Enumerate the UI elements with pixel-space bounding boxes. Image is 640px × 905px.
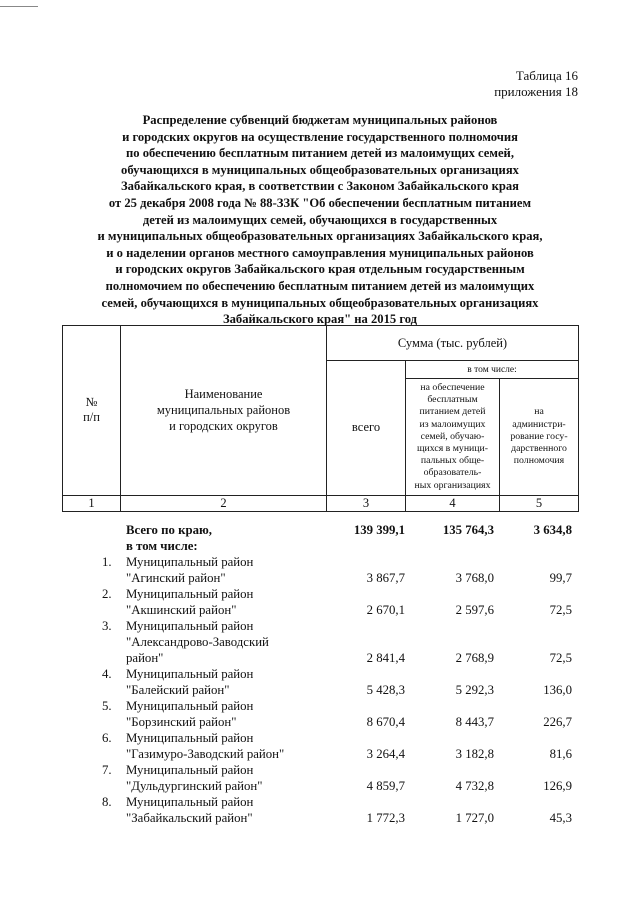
row-values <box>62 570 578 586</box>
total-label: Всего по краю, <box>126 523 212 537</box>
col-header-meals-line: бесплатным <box>427 394 478 406</box>
row-name-line: Муниципальный район <box>126 795 254 809</box>
row-name-line: Муниципальный район <box>126 619 254 633</box>
col-header-meals <box>406 379 500 496</box>
row-name-line: "Акшинский район" <box>126 603 237 617</box>
title-line: семей, обучающихся в муниципальных общеобразовательных организациях <box>101 295 539 310</box>
col-header-name-l3: и городских округов <box>169 419 278 434</box>
col-header-meals-line: на обеспечение <box>420 382 485 393</box>
table-row <box>62 666 578 698</box>
col-header-meals-line: щихся в муници- <box>416 443 489 455</box>
table-row <box>62 730 578 762</box>
row-name-line: "Агинский район" <box>126 571 226 585</box>
row-meals-value: 3 182,8 <box>455 747 494 761</box>
col-header-admin-line: рование госу- <box>510 430 568 442</box>
row-values <box>62 714 578 730</box>
col-header-name-l1: Наименование <box>184 387 263 402</box>
title-line: и городских округов Забайкальского края отдельным государственным <box>115 262 525 277</box>
row-number: 3. <box>102 619 112 633</box>
data-rows <box>62 522 578 826</box>
row-admin-value: 81,6 <box>549 747 572 761</box>
row-admin-value: 72,5 <box>549 651 572 665</box>
title-line: от 25 декабря 2008 года № 88-ЗЗК "Об обеспечении бесплатным питанием <box>108 195 532 210</box>
row-meals-value: 5 292,3 <box>455 683 494 697</box>
col-header-name <box>121 326 327 496</box>
table-row <box>62 618 578 666</box>
col-header-admin-line: администри- <box>512 418 566 430</box>
row-number: 1. <box>102 555 112 569</box>
col-header-meals-line: из малоимущих <box>419 418 486 430</box>
row-admin-value: 72,5 <box>549 603 572 617</box>
table-row <box>62 794 578 826</box>
row-total-value: 5 428,3 <box>366 683 405 697</box>
row-meals-value: 2 768,9 <box>455 651 494 665</box>
corner-mark <box>0 6 38 7</box>
row-name-line: Муниципальный район <box>126 667 254 681</box>
row-total-value: 3 867,7 <box>366 571 405 585</box>
col-header-sum: Сумма (тыс. рублей) <box>327 326 579 361</box>
row-values <box>62 650 578 666</box>
row-values <box>62 682 578 698</box>
col-index-2: 2 <box>121 495 327 511</box>
row-name-line: Муниципальный район <box>126 731 254 745</box>
col-header-meals-line: ных организациях <box>414 479 491 491</box>
col-header-meals-line: питанием детей <box>419 406 486 418</box>
row-total-value: 2 841,4 <box>366 651 405 665</box>
row-number: 4. <box>102 667 112 681</box>
col-header-meals-line: семей, обучаю- <box>420 430 485 442</box>
row-total-value: 1 772,3 <box>366 811 405 825</box>
col-header-meals-line: образователь- <box>423 467 482 479</box>
row-admin-value: 136,0 <box>543 683 572 697</box>
total-sub: в том числе: <box>126 539 198 553</box>
row-admin-value: 99,7 <box>549 571 572 585</box>
row-name-line: "Забайкальский район" <box>126 811 253 825</box>
row-meals-value: 8 443,7 <box>455 715 494 729</box>
row-values <box>62 810 578 826</box>
row-admin-value: 45,3 <box>549 811 572 825</box>
col-header-including: в том числе: <box>406 361 579 379</box>
row-total-value: 2 670,1 <box>366 603 405 617</box>
col-header-total: всего <box>327 361 406 496</box>
row-name-line: Муниципальный район <box>126 587 254 601</box>
col-index-1: 1 <box>63 495 121 511</box>
col-header-name-l2: муниципальных районов <box>156 403 291 418</box>
row-number: 6. <box>102 731 112 745</box>
row-total-value: 3 264,4 <box>366 747 405 761</box>
title-line: полномочием по обеспечению бесплатным питанием детей из малоимущих <box>105 278 535 293</box>
row-name-line: "Дульдургинский район" <box>126 779 263 793</box>
title-line: Забайкальского края" на 2015 год <box>222 312 418 327</box>
row-name-line: Муниципальный район <box>126 763 254 777</box>
row-name-line: "Балейский район" <box>126 683 230 697</box>
col-index-3: 3 <box>327 495 406 511</box>
col-header-admin-line: дарственного <box>511 443 567 455</box>
row-admin-value: 226,7 <box>543 715 572 729</box>
row-number: 8. <box>102 795 112 809</box>
row-number: 7. <box>102 763 112 777</box>
total-meals-value: 135 764,3 <box>442 523 494 537</box>
row-admin-value: 126,9 <box>543 779 572 793</box>
col-header-admin-line: полномочия <box>513 455 565 467</box>
row-name-line: район" <box>126 651 164 665</box>
col-index-5: 5 <box>500 495 579 511</box>
title-line: детей из малоимущих семей, обучающихся в государственных <box>142 212 498 227</box>
row-name-line: "Борзинский район" <box>126 715 237 729</box>
title-line: Распределение субвенций бюджетам муниципальных районов <box>142 113 498 127</box>
col-header-number-l1: № <box>85 395 98 410</box>
title-line: и о наделении органов местного самоуправления муниципальных районов <box>106 245 534 260</box>
table-reference <box>494 68 578 100</box>
document-title <box>62 112 578 328</box>
title-line: и городских округов на осуществление государственного полномочия <box>122 129 518 144</box>
appendix-number: приложения 18 <box>494 84 578 99</box>
table-row <box>62 554 578 586</box>
col-index-4: 4 <box>406 495 500 511</box>
total-admin-value: 3 634,8 <box>533 523 572 537</box>
row-name-line: Муниципальный район <box>126 699 254 713</box>
row-values <box>62 778 578 794</box>
row-meals-value: 2 597,6 <box>455 603 494 617</box>
title-line: Забайкальского края, в соответствии с Законом Забайкальского края <box>121 179 519 194</box>
table-row <box>62 698 578 730</box>
row-meals-value: 3 768,0 <box>455 571 494 585</box>
row-meals-value: 4 732,8 <box>455 779 494 793</box>
row-name-line: "Александрово-Заводский <box>126 635 269 649</box>
col-header-number-l2: п/п <box>83 410 100 425</box>
row-name-line: Муниципальный район <box>126 555 254 569</box>
row-number: 5. <box>102 699 112 713</box>
title-line: по обеспечению бесплатным питанием детей из малоимущих семей, <box>126 146 514 161</box>
table-row <box>62 586 578 618</box>
col-header-number <box>63 326 121 496</box>
header-table <box>62 325 579 512</box>
row-total-value: 4 859,7 <box>366 779 405 793</box>
row-values <box>62 602 578 618</box>
row-total-value: 8 670,4 <box>366 715 405 729</box>
table-row <box>62 762 578 794</box>
row-meals-value: 1 727,0 <box>455 811 494 825</box>
table-number: Таблица 16 <box>515 68 578 83</box>
row-name-line: "Газимуро-Заводский район" <box>126 747 285 761</box>
col-header-admin-line: на <box>534 406 544 418</box>
total-row <box>62 522 578 554</box>
row-values <box>62 746 578 762</box>
title-line: обучающихся в муниципальных общеобразовательных организациях <box>121 162 519 177</box>
row-number: 2. <box>102 587 112 601</box>
col-header-administration <box>500 379 579 496</box>
col-header-meals-line: пальных обще- <box>420 455 485 467</box>
title-line: и муниципальных общеобразовательных организациях Забайкальского края, <box>97 229 543 244</box>
total-value: 139 399,1 <box>353 523 405 537</box>
